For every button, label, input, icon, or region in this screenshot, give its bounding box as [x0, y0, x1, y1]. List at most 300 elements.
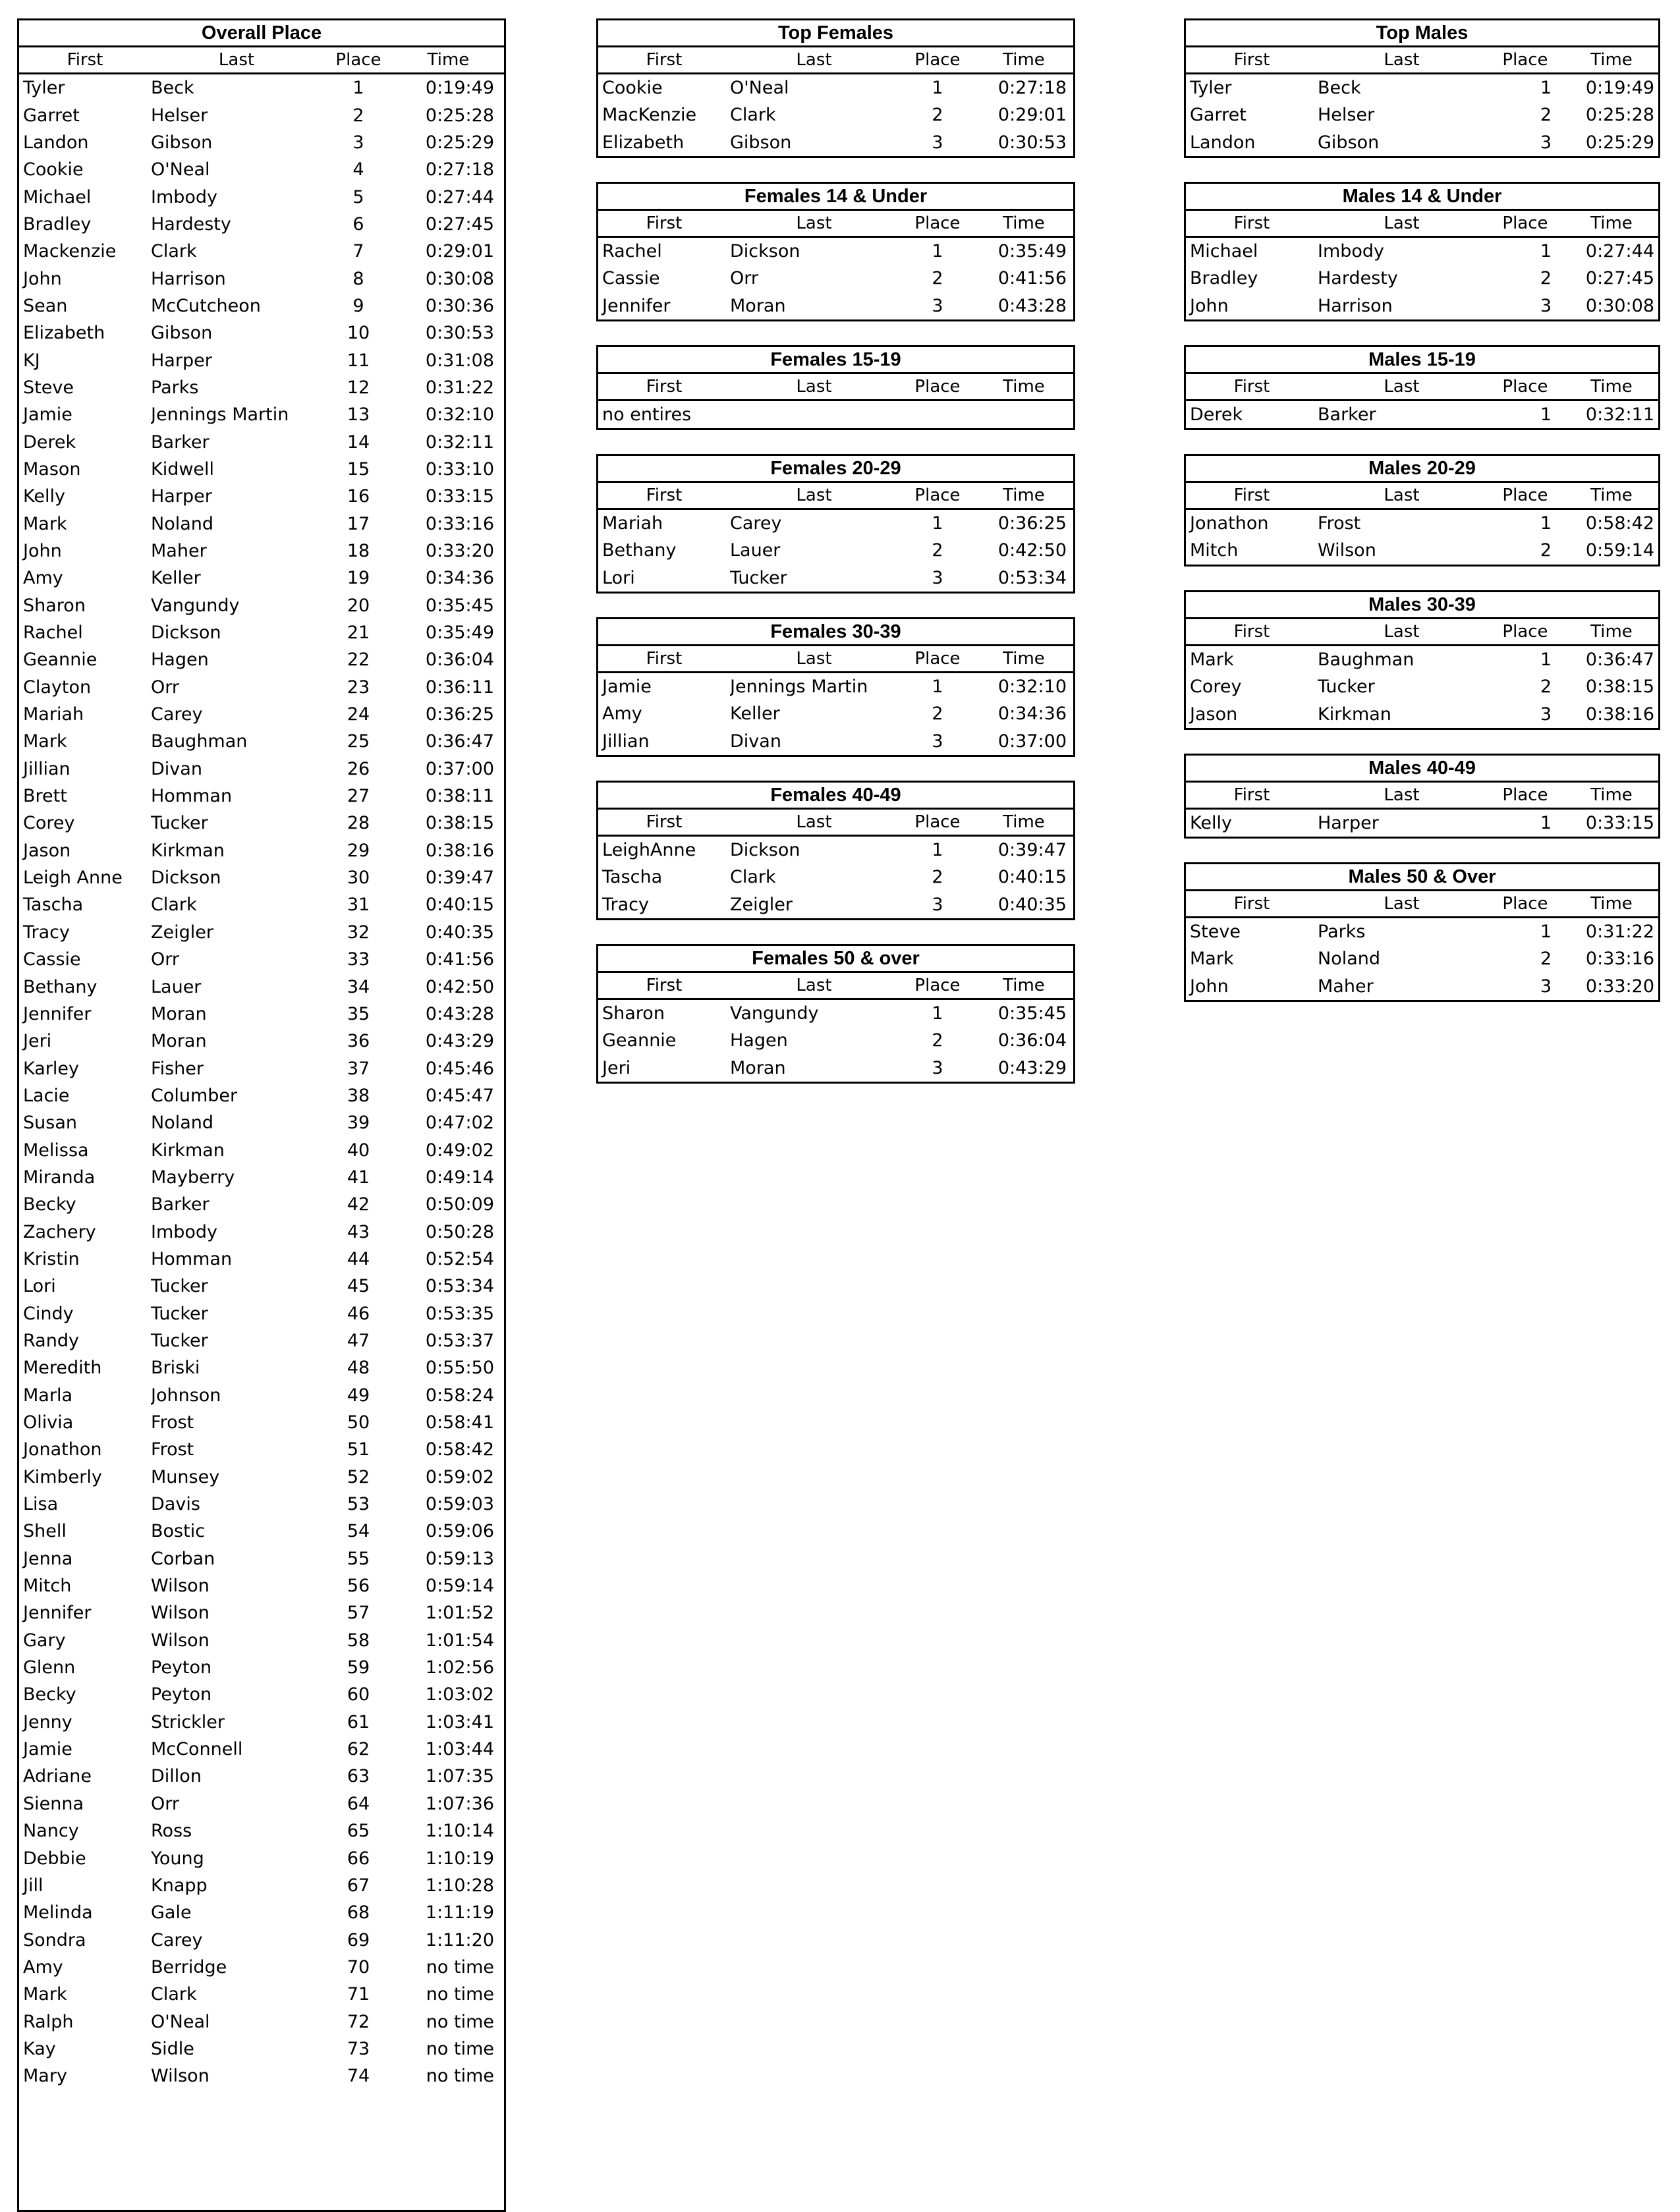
first-name: LeighAnne — [602, 840, 696, 861]
table-row — [19, 919, 504, 946]
table-row — [19, 483, 504, 510]
place: 51 — [347, 1439, 370, 1460]
table-row — [19, 1709, 504, 1736]
place: 27 — [347, 786, 370, 807]
table-row — [19, 619, 504, 646]
header-place: Place — [914, 50, 961, 70]
table-row — [19, 1300, 504, 1327]
time: 0:30:53 — [425, 323, 494, 344]
place: 2 — [932, 1030, 943, 1051]
time: 0:38:16 — [425, 840, 494, 861]
header-time: Time — [1003, 213, 1045, 233]
header-last: Last — [1384, 377, 1420, 397]
male-0-table — [1184, 18, 1660, 158]
first-name: Randy — [23, 1330, 79, 1351]
last-name: O'Neal — [151, 159, 210, 180]
time: 0:30:53 — [997, 132, 1067, 153]
place: 69 — [347, 1929, 370, 1950]
first-name: Jonathon — [1190, 513, 1269, 534]
time: 0:38:11 — [425, 786, 494, 807]
last-name: Carey — [151, 704, 203, 725]
header-row — [598, 483, 1073, 510]
last-name: Peyton — [151, 1684, 212, 1705]
place: 26 — [347, 758, 370, 779]
time: 0:33:16 — [425, 513, 494, 534]
first-name: no entires — [602, 404, 692, 426]
first-name: Sharon — [23, 595, 86, 616]
male-2-table — [1184, 345, 1660, 430]
place: 1 — [1540, 650, 1552, 671]
table-title: Males 15-19 — [1186, 347, 1658, 374]
table-row — [598, 565, 1073, 592]
place: 25 — [347, 731, 370, 752]
time: 0:36:47 — [425, 731, 494, 752]
first-name: Bradley — [23, 213, 92, 235]
time: 0:38:16 — [1585, 704, 1654, 725]
place: 10 — [347, 323, 370, 344]
table-row — [19, 1872, 504, 1899]
last-name: Tucker — [151, 813, 208, 834]
first-name: Glenn — [23, 1657, 76, 1678]
time: 0:59:14 — [1585, 540, 1654, 561]
place: 1 — [1540, 513, 1552, 534]
male-1-table — [1184, 182, 1660, 321]
first-name: Meredith — [23, 1358, 102, 1379]
last-name: Orr — [151, 677, 179, 698]
place: 1 — [352, 78, 364, 99]
last-name: Parks — [1318, 922, 1366, 943]
table-row — [598, 292, 1073, 319]
last-name: Wilson — [151, 1603, 210, 1624]
table-row — [598, 238, 1073, 265]
place: 8 — [352, 268, 364, 289]
place: 3 — [932, 295, 943, 316]
place: 64 — [347, 1793, 370, 1814]
first-name: John — [23, 268, 62, 289]
first-name: Tascha — [23, 895, 84, 916]
first-name: Clayton — [23, 677, 92, 698]
time: 0:27:45 — [1585, 268, 1654, 289]
place: 68 — [347, 1902, 370, 1923]
last-name: Young — [151, 1848, 204, 1869]
last-name: Carey — [151, 1929, 203, 1950]
time: 0:33:20 — [425, 541, 494, 562]
first-name: Mary — [23, 2066, 67, 2087]
last-name: Gale — [151, 1902, 192, 1923]
place: 2 — [1540, 949, 1552, 970]
last-name: Lauer — [730, 540, 781, 561]
last-name: Barker — [1318, 404, 1376, 426]
table-row — [19, 1954, 504, 1981]
time: 0:27:44 — [425, 186, 494, 207]
place: 74 — [347, 2066, 370, 2087]
first-name: Sean — [23, 295, 68, 316]
header-place: Place — [914, 485, 961, 505]
first-name: Becky — [23, 1194, 76, 1215]
table-row — [19, 1817, 504, 1844]
place: 35 — [347, 1003, 370, 1024]
place: 24 — [347, 704, 370, 725]
last-name: Frost — [1318, 513, 1361, 534]
table-row — [19, 646, 504, 673]
place: 1 — [932, 241, 943, 262]
last-name: Bostic — [151, 1521, 206, 1542]
table-row — [19, 565, 504, 592]
table-row — [598, 101, 1073, 128]
table-row — [598, 401, 1073, 428]
time: 1:01:54 — [425, 1630, 494, 1651]
male-5-table — [1184, 754, 1660, 839]
header-first: First — [67, 50, 103, 70]
table-title: Males 14 & Under — [1186, 184, 1658, 211]
time: 0:50:28 — [425, 1221, 494, 1242]
time: 1:01:52 — [425, 1603, 494, 1624]
male-4-table — [1184, 590, 1660, 730]
first-name: Michael — [23, 186, 92, 207]
last-name: Hagen — [151, 650, 209, 671]
header-last: Last — [796, 976, 832, 995]
table-row — [19, 891, 504, 918]
time: 0:59:13 — [425, 1548, 494, 1569]
place: 5 — [352, 186, 364, 207]
header-last: Last — [796, 377, 832, 397]
place: 43 — [347, 1221, 370, 1242]
time: no time — [426, 2011, 494, 2032]
first-name: Lori — [602, 567, 635, 588]
last-name: Kidwell — [151, 458, 215, 480]
header-first: First — [646, 50, 683, 70]
table-row — [1186, 945, 1658, 972]
table-row — [1186, 673, 1658, 700]
first-name: John — [1190, 295, 1229, 316]
table-row — [598, 265, 1073, 292]
first-name: John — [23, 541, 62, 562]
first-name: Cindy — [23, 1303, 74, 1324]
last-name: Imbody — [151, 1221, 218, 1242]
header-time: Time — [1003, 50, 1045, 70]
header-first: First — [1233, 894, 1270, 914]
first-name: Amy — [602, 704, 642, 725]
table-row — [19, 1654, 504, 1681]
place: 2 — [352, 105, 364, 126]
first-name: Bethany — [23, 976, 98, 997]
time: 0:43:29 — [997, 1057, 1067, 1078]
last-name: Clark — [151, 895, 197, 916]
first-name: Kimberly — [23, 1466, 102, 1487]
time: 0:32:10 — [997, 677, 1067, 698]
last-name: Kirkman — [151, 840, 225, 861]
time: 0:31:22 — [1585, 922, 1654, 943]
place: 45 — [347, 1276, 370, 1297]
last-name: Helser — [151, 105, 208, 126]
place: 23 — [347, 677, 370, 698]
time: 0:40:35 — [997, 894, 1067, 915]
time: 1:03:41 — [425, 1711, 494, 1732]
time: 0:33:15 — [1585, 813, 1654, 834]
first-name: Jillian — [23, 758, 70, 779]
place: 34 — [347, 976, 370, 997]
table-row — [598, 1000, 1073, 1027]
last-name: Dickson — [730, 241, 800, 262]
table-row — [1186, 101, 1658, 128]
first-name: Nancy — [23, 1821, 79, 1842]
last-name: Zeigler — [730, 894, 793, 915]
place: 3 — [1540, 976, 1552, 997]
header-time: Time — [427, 50, 470, 70]
table-row — [19, 211, 504, 238]
last-name: Maher — [1318, 976, 1374, 997]
last-name: Columber — [151, 1085, 238, 1106]
table-row — [19, 756, 504, 783]
table-row — [19, 810, 504, 837]
header-first: First — [646, 976, 683, 995]
table-row — [598, 1027, 1073, 1054]
table-row — [19, 674, 504, 701]
header-place: Place — [1502, 485, 1548, 505]
time: 0:47:02 — [425, 1113, 494, 1134]
table-row — [19, 1627, 504, 1654]
place: 48 — [347, 1358, 370, 1379]
place: 71 — [347, 1984, 370, 2005]
last-name: McCutcheon — [151, 295, 261, 316]
time: 0:30:08 — [425, 268, 494, 289]
first-name: Mark — [1190, 949, 1234, 970]
header-first: First — [1233, 485, 1270, 505]
last-name: Hardesty — [1318, 268, 1398, 289]
time: 0:55:50 — [425, 1358, 494, 1379]
last-name: Berridge — [151, 1956, 227, 1977]
time: 0:31:22 — [425, 377, 494, 398]
first-name: Mackenzie — [23, 241, 117, 262]
place: 41 — [347, 1167, 370, 1188]
first-name: Gary — [23, 1630, 66, 1651]
first-name: Jamie — [602, 677, 652, 698]
header-row — [598, 47, 1073, 74]
time: 1:03:44 — [425, 1739, 494, 1760]
table-row — [19, 1436, 504, 1463]
time: 0:38:15 — [425, 813, 494, 834]
place: 7 — [352, 241, 364, 262]
header-time: Time — [1590, 213, 1633, 233]
first-name: Melissa — [23, 1140, 89, 1161]
time: 0:45:46 — [425, 1058, 494, 1079]
place: 17 — [347, 513, 370, 534]
last-name: Barker — [151, 431, 210, 453]
last-name: Dickson — [730, 840, 800, 861]
time: 0:30:36 — [425, 295, 494, 316]
first-name: Tyler — [1190, 78, 1232, 99]
place: 3 — [1540, 704, 1552, 725]
time: 1:07:35 — [425, 1766, 494, 1787]
table-title: Overall Place — [19, 20, 504, 47]
place: 2 — [1540, 677, 1552, 698]
last-name: Wilson — [1318, 540, 1376, 561]
last-name: Parks — [151, 377, 199, 398]
place: 1 — [932, 513, 943, 534]
time: 0:33:16 — [1585, 949, 1654, 970]
header-last: Last — [1384, 485, 1420, 505]
first-name: MacKenzie — [602, 105, 697, 126]
time: 0:41:56 — [425, 949, 494, 970]
last-name: Orr — [151, 1793, 179, 1814]
header-place: Place — [914, 213, 961, 233]
time: 0:32:11 — [425, 431, 494, 453]
first-name: Tracy — [23, 922, 70, 943]
table-title: Females 30-39 — [598, 619, 1073, 646]
table-row — [19, 783, 504, 810]
last-name: Keller — [151, 568, 201, 589]
first-name: Steve — [1190, 922, 1241, 943]
place: 66 — [347, 1848, 370, 1869]
time: 0:37:00 — [425, 758, 494, 779]
time: 0:25:28 — [425, 105, 494, 126]
first-name: Jamie — [23, 1739, 72, 1760]
header-row — [598, 374, 1073, 401]
last-name: O'Neal — [151, 2011, 210, 2032]
last-name: Orr — [151, 949, 179, 970]
header-first: First — [1233, 50, 1270, 70]
place: 44 — [347, 1248, 370, 1269]
table-row — [1186, 918, 1658, 945]
table-row — [19, 538, 504, 565]
last-name: Strickler — [151, 1711, 225, 1732]
last-name: Dillon — [151, 1766, 202, 1787]
time: 0:30:08 — [1585, 295, 1654, 316]
female-3-table — [596, 454, 1075, 594]
first-name: Shell — [23, 1521, 67, 1542]
place: 72 — [347, 2011, 370, 2032]
time: 0:36:04 — [997, 1030, 1067, 1051]
first-name: Bradley — [1190, 268, 1258, 289]
first-name: Elizabeth — [23, 323, 105, 344]
place: 2 — [1540, 540, 1552, 561]
table-row — [19, 428, 504, 455]
first-name: Leigh Anne — [23, 868, 123, 889]
time: 1:07:36 — [425, 1793, 494, 1814]
time: 0:49:14 — [425, 1167, 494, 1188]
table-row — [598, 728, 1073, 755]
time: 0:38:15 — [1585, 677, 1654, 698]
table-row — [19, 101, 504, 128]
table-row — [19, 946, 504, 973]
table-row — [19, 265, 504, 292]
first-name: Olivia — [23, 1412, 74, 1433]
header-last: Last — [796, 50, 832, 70]
place: 1 — [1540, 404, 1552, 426]
time: 0:58:42 — [425, 1439, 494, 1460]
first-name: Kay — [23, 2038, 56, 2059]
last-name: Peyton — [151, 1657, 212, 1678]
first-name: Miranda — [23, 1167, 96, 1188]
place: 1 — [1540, 813, 1552, 834]
first-name: Melinda — [23, 1902, 93, 1923]
header-place: Place — [914, 377, 961, 397]
last-name: Ross — [151, 1821, 192, 1842]
table-row — [19, 511, 504, 538]
first-name: Cassie — [23, 949, 81, 970]
time: 0:36:25 — [425, 704, 494, 725]
first-name: Susan — [23, 1113, 77, 1134]
time: no time — [426, 1956, 494, 1977]
place: 62 — [347, 1739, 370, 1760]
last-name: Harper — [1318, 813, 1379, 834]
header-row — [598, 973, 1073, 1000]
first-name: Mark — [23, 1984, 67, 2005]
place: 3 — [1540, 295, 1552, 316]
header-row — [598, 211, 1073, 238]
last-name: Keller — [730, 704, 780, 725]
place: 3 — [932, 1057, 943, 1078]
header-place: Place — [1502, 213, 1548, 233]
table-row — [19, 2035, 504, 2062]
first-name: Jennifer — [23, 1003, 92, 1024]
female-5-table — [596, 781, 1075, 920]
last-name: Moran — [730, 295, 786, 316]
time: 0:59:14 — [425, 1576, 494, 1597]
place: 63 — [347, 1766, 370, 1787]
first-name: Rachel — [602, 241, 662, 262]
table-row — [1186, 129, 1658, 156]
last-name: Gibson — [151, 132, 213, 153]
table-row — [19, 1409, 504, 1436]
time: 1:11:20 — [425, 1929, 494, 1950]
time: 0:33:20 — [1585, 976, 1654, 997]
place: 52 — [347, 1466, 370, 1487]
first-name: Jamie — [23, 404, 72, 426]
last-name: O'Neal — [730, 78, 789, 99]
place: 67 — [347, 1875, 370, 1896]
place: 1 — [1540, 241, 1552, 262]
first-name: Kristin — [23, 1248, 80, 1269]
place: 40 — [347, 1140, 370, 1161]
header-first: First — [646, 377, 683, 397]
table-title: Males 50 & Over — [1186, 864, 1658, 891]
table-row — [598, 74, 1073, 101]
place: 18 — [347, 541, 370, 562]
table-row — [19, 1382, 504, 1409]
last-name: Barker — [151, 1194, 210, 1215]
place: 33 — [347, 949, 370, 970]
first-name: Jenny — [23, 1711, 72, 1732]
first-name: Mason — [23, 458, 81, 480]
place: 13 — [347, 404, 370, 426]
header-time: Time — [1003, 812, 1045, 832]
first-name: Corey — [1190, 677, 1242, 698]
place: 2 — [932, 867, 943, 888]
header-first: First — [646, 812, 683, 832]
first-name: Cassie — [602, 268, 660, 289]
table-row — [598, 510, 1073, 537]
table-row — [19, 1327, 504, 1354]
table-row — [19, 592, 504, 619]
last-name: Tucker — [1318, 677, 1375, 698]
table-row — [19, 1109, 504, 1136]
last-name: Divan — [151, 758, 202, 779]
male-3-table — [1184, 454, 1660, 567]
time: no time — [426, 2066, 494, 2087]
place: 1 — [932, 1003, 943, 1024]
last-name: Noland — [151, 1113, 214, 1134]
first-name: Landon — [1190, 132, 1256, 153]
last-name: Divan — [730, 731, 781, 752]
last-name: Harper — [151, 486, 212, 507]
table-row — [19, 401, 504, 428]
time: 0:39:47 — [425, 868, 494, 889]
header-row — [1186, 483, 1658, 510]
table-title: Males 40-49 — [1186, 756, 1658, 783]
place: 2 — [932, 704, 943, 725]
header-first: First — [646, 213, 683, 233]
